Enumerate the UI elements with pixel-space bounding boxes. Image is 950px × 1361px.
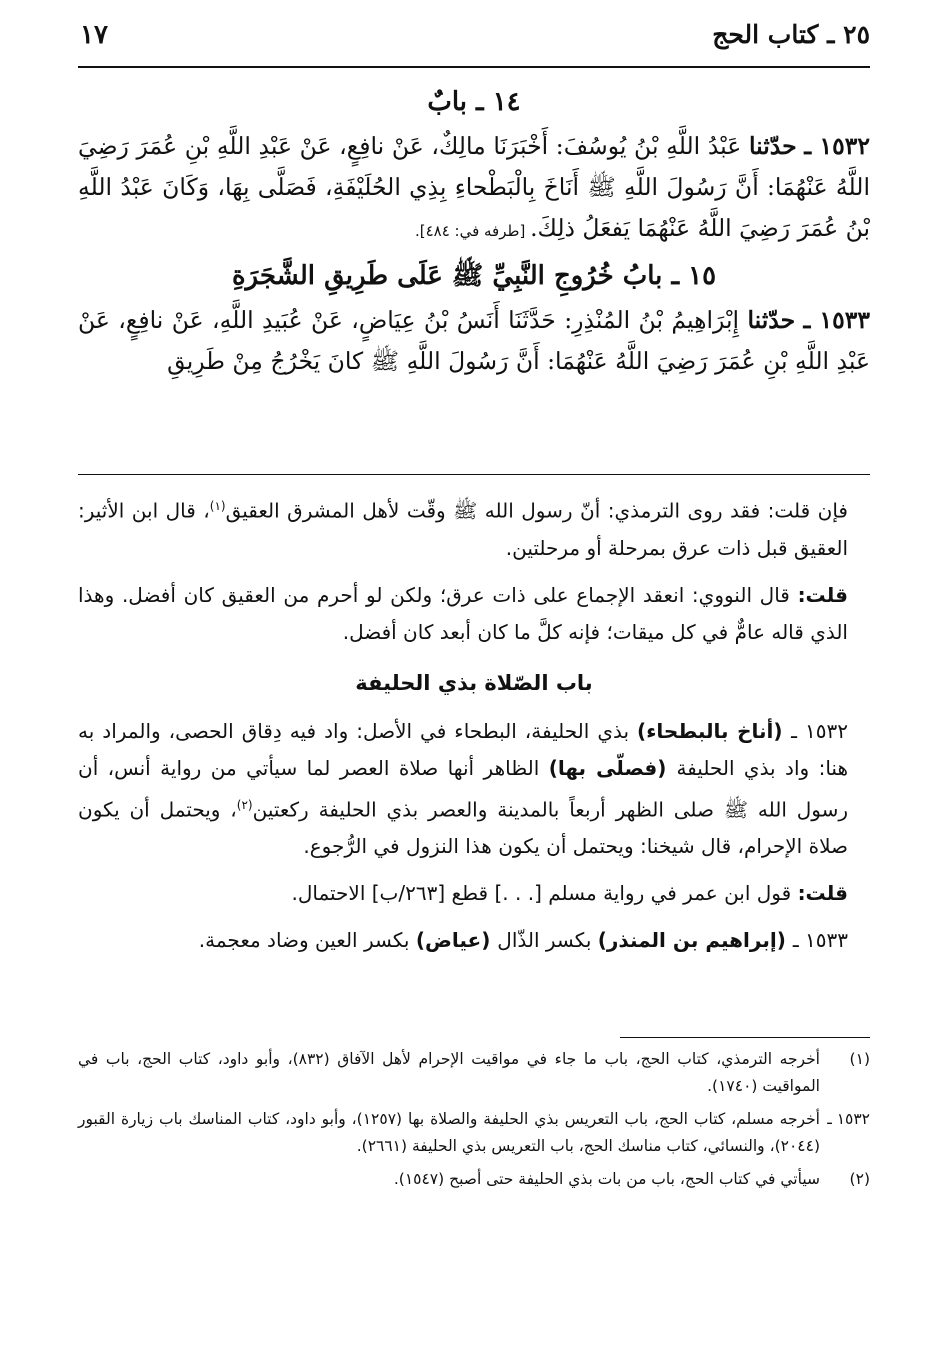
hadith-body: عَبْدُ اللَّهِ بْنُ يُوسُفَ: أَخْبَرَنَا مالِكٌ، عَنْ نافِعٍ، عَنْ عَبْدِ اللَّهِ بْنِ عُمَرَ رَضِيَ اللَّهُ عَنْهُمَا: أَنَّ رَسُولَ اللَّهِ ﷺ أَنَاخَ بِالْبَطْحاءِ بِذِي الحُلَيْفَةِ، فَصَلَّى بِهَا، وَكَانَ عَبْدُ اللَّهِ بْنُ عُمَرَ رَضِيَ اللَّهُ عَنْهُمَا يَفعَلُ ذلِكَ. — [78, 132, 870, 242]
commentary-text: قال النووي: انعقد الإجماع على ذات عرق؛ ولكن لو أحرم من العقيق كان أفضل. وهذا الذي قاله عامٌّ في كل ميقات؛ فإنه كلَّ ما كان أبعد كان أفضل. — [78, 582, 848, 644]
lemma: (عياض) — [415, 928, 498, 953]
lemma: (فصلّى بها) — [548, 755, 677, 780]
footnote — [78, 1106, 870, 1160]
footnote-text: أخرجه مسلم، كتاب الحج، باب التعريس بذي الحليفة والصلاة بها (١٢٥٧)، وأبو داود، كتاب المناسك باب زيارة القبور (٢٠٤٤)، والنسائي، كتاب مناسك الحج، باب التعريس بذي الحليفة (٢٦٦١). — [78, 1110, 820, 1155]
commentary-paragraph-4 — [78, 875, 870, 912]
commentary-text: قول ابن عمر في رواية مسلم [. . .] قطع [٢٦٣/ب] الاحتمال. — [291, 881, 798, 906]
footnote-divider — [620, 1037, 870, 1038]
lemma: (أناخ بالبطحاء) — [637, 718, 792, 743]
footnote — [78, 1166, 870, 1193]
commentary-text: الظاهر أنها صلاة العصر لما سيأتي من رواية أنس، أن رسول الله ﷺ صلى الظهر أربعاً بالمدينة والعصر بذي الحليفة ركعتين — [78, 755, 848, 822]
commentary-number: ١٥٣٢ ـ — [791, 718, 849, 743]
hadith-number: ١٥٣٢ ـ — [804, 132, 870, 160]
chapter-heading-15: ١٥ ـ بابُ خُرُوجِ النَّبِيِّ ﷺ عَلَى طَرِيقِ الشَّجَرَةِ — [231, 261, 717, 291]
hadith-intro: حدّثنا — [748, 132, 797, 160]
commentary — [78, 488, 870, 969]
commentary-number: ١٥٣٣ ـ — [792, 928, 848, 953]
footnote-marker: (٢) — [849, 1170, 870, 1188]
commentary-text: فإن قلت: فقد روى الترمذي: أنّ رسول الله ﷺ وقّت لأهل المشرق العقيق — [225, 498, 848, 523]
page-number: ١٧ — [80, 20, 108, 50]
footnote-ref-2: (٢) — [236, 797, 253, 812]
chapter-heading-14: ١٤ ـ بابٌ — [427, 87, 521, 117]
commentary-text: ، ويحتمل أن يكون صلاة الإحرام، قال شيخنا: ويحتمل أن يكون هذا النزول في الرُّجوع. — [78, 797, 848, 859]
lemma: (إبراهيم بن المنذر) — [597, 928, 793, 953]
footnote-marker: ١٥٣٢ ـ — [827, 1110, 870, 1128]
commentary-text: بذي الحليفة، البطحاء في الأصل: واد فيه دِقاق الحصى، والمراد به هنا: واد بذي الحليفة — [78, 718, 848, 780]
footnote-text: أخرجه الترمذي، كتاب الحج، باب ما جاء في مواقيت الإحرام لأهل الآفاق (٨٣٢)، وأبو داود، كتاب الحج، باب في المواقيت (١٧٤٠). — [78, 1050, 820, 1095]
section-divider — [78, 474, 870, 475]
hadith-number: ١٥٣٣ ـ — [803, 306, 870, 334]
hadith-body: إِبْرَاهِيمُ بْنُ المُنْذِرِ: حَدَّثَنَا أَنَسُ بْنُ عِيَاضٍ، عَنْ عُبَيدِ اللَّهِ، عَنْ نافِعٍ، عَنْ عَبْدِ اللَّهِ بْنِ عُمَرَ رَضِيَ اللَّهُ عَنْهُمَا: أَنَّ رَسُولَ اللَّهِ ﷺ كانَ يَخْرُجُ مِنْ طَرِيقِ — [78, 306, 870, 375]
qultu-label: قلت: — [797, 582, 848, 607]
hadith-text — [78, 82, 870, 382]
footnote-marker: (١) — [849, 1050, 870, 1068]
commentary-text: بكسر العين وضاد معجمة. — [198, 928, 416, 953]
commentary-paragraph-5 — [78, 922, 870, 959]
hadith-reference: [طرفه في: ٤٨٤]. — [414, 222, 531, 240]
commentary-subheading: باب الصّلاة بذي الحليفة — [355, 670, 593, 695]
hadith-1533 — [78, 300, 870, 382]
hadith-1532 — [78, 126, 870, 252]
footnote-text: سيأتي في كتاب الحج، باب من بات بذي الحليفة حتى أصبح (١٥٤٧). — [393, 1170, 820, 1188]
page-header — [80, 14, 870, 60]
commentary-text: ، قال ابن الأثير: العقيق قبل ذات عرق بمرحلة أو مرحلتين. — [78, 498, 848, 560]
qultu-label: قلت: — [797, 881, 848, 906]
commentary-paragraph-3 — [78, 713, 870, 866]
running-title: ٢٥ ـ كتاب الحج — [712, 20, 870, 49]
footnote — [78, 1046, 870, 1100]
footnote-ref-1: (١) — [209, 499, 226, 513]
commentary-paragraph-2 — [78, 577, 870, 651]
hadith-intro: حدّثنا — [747, 306, 796, 334]
commentary-text: بكسر الذّال — [497, 928, 598, 953]
header-rule — [78, 66, 870, 68]
commentary-paragraph-1 — [78, 488, 870, 567]
footnotes — [78, 1046, 870, 1199]
